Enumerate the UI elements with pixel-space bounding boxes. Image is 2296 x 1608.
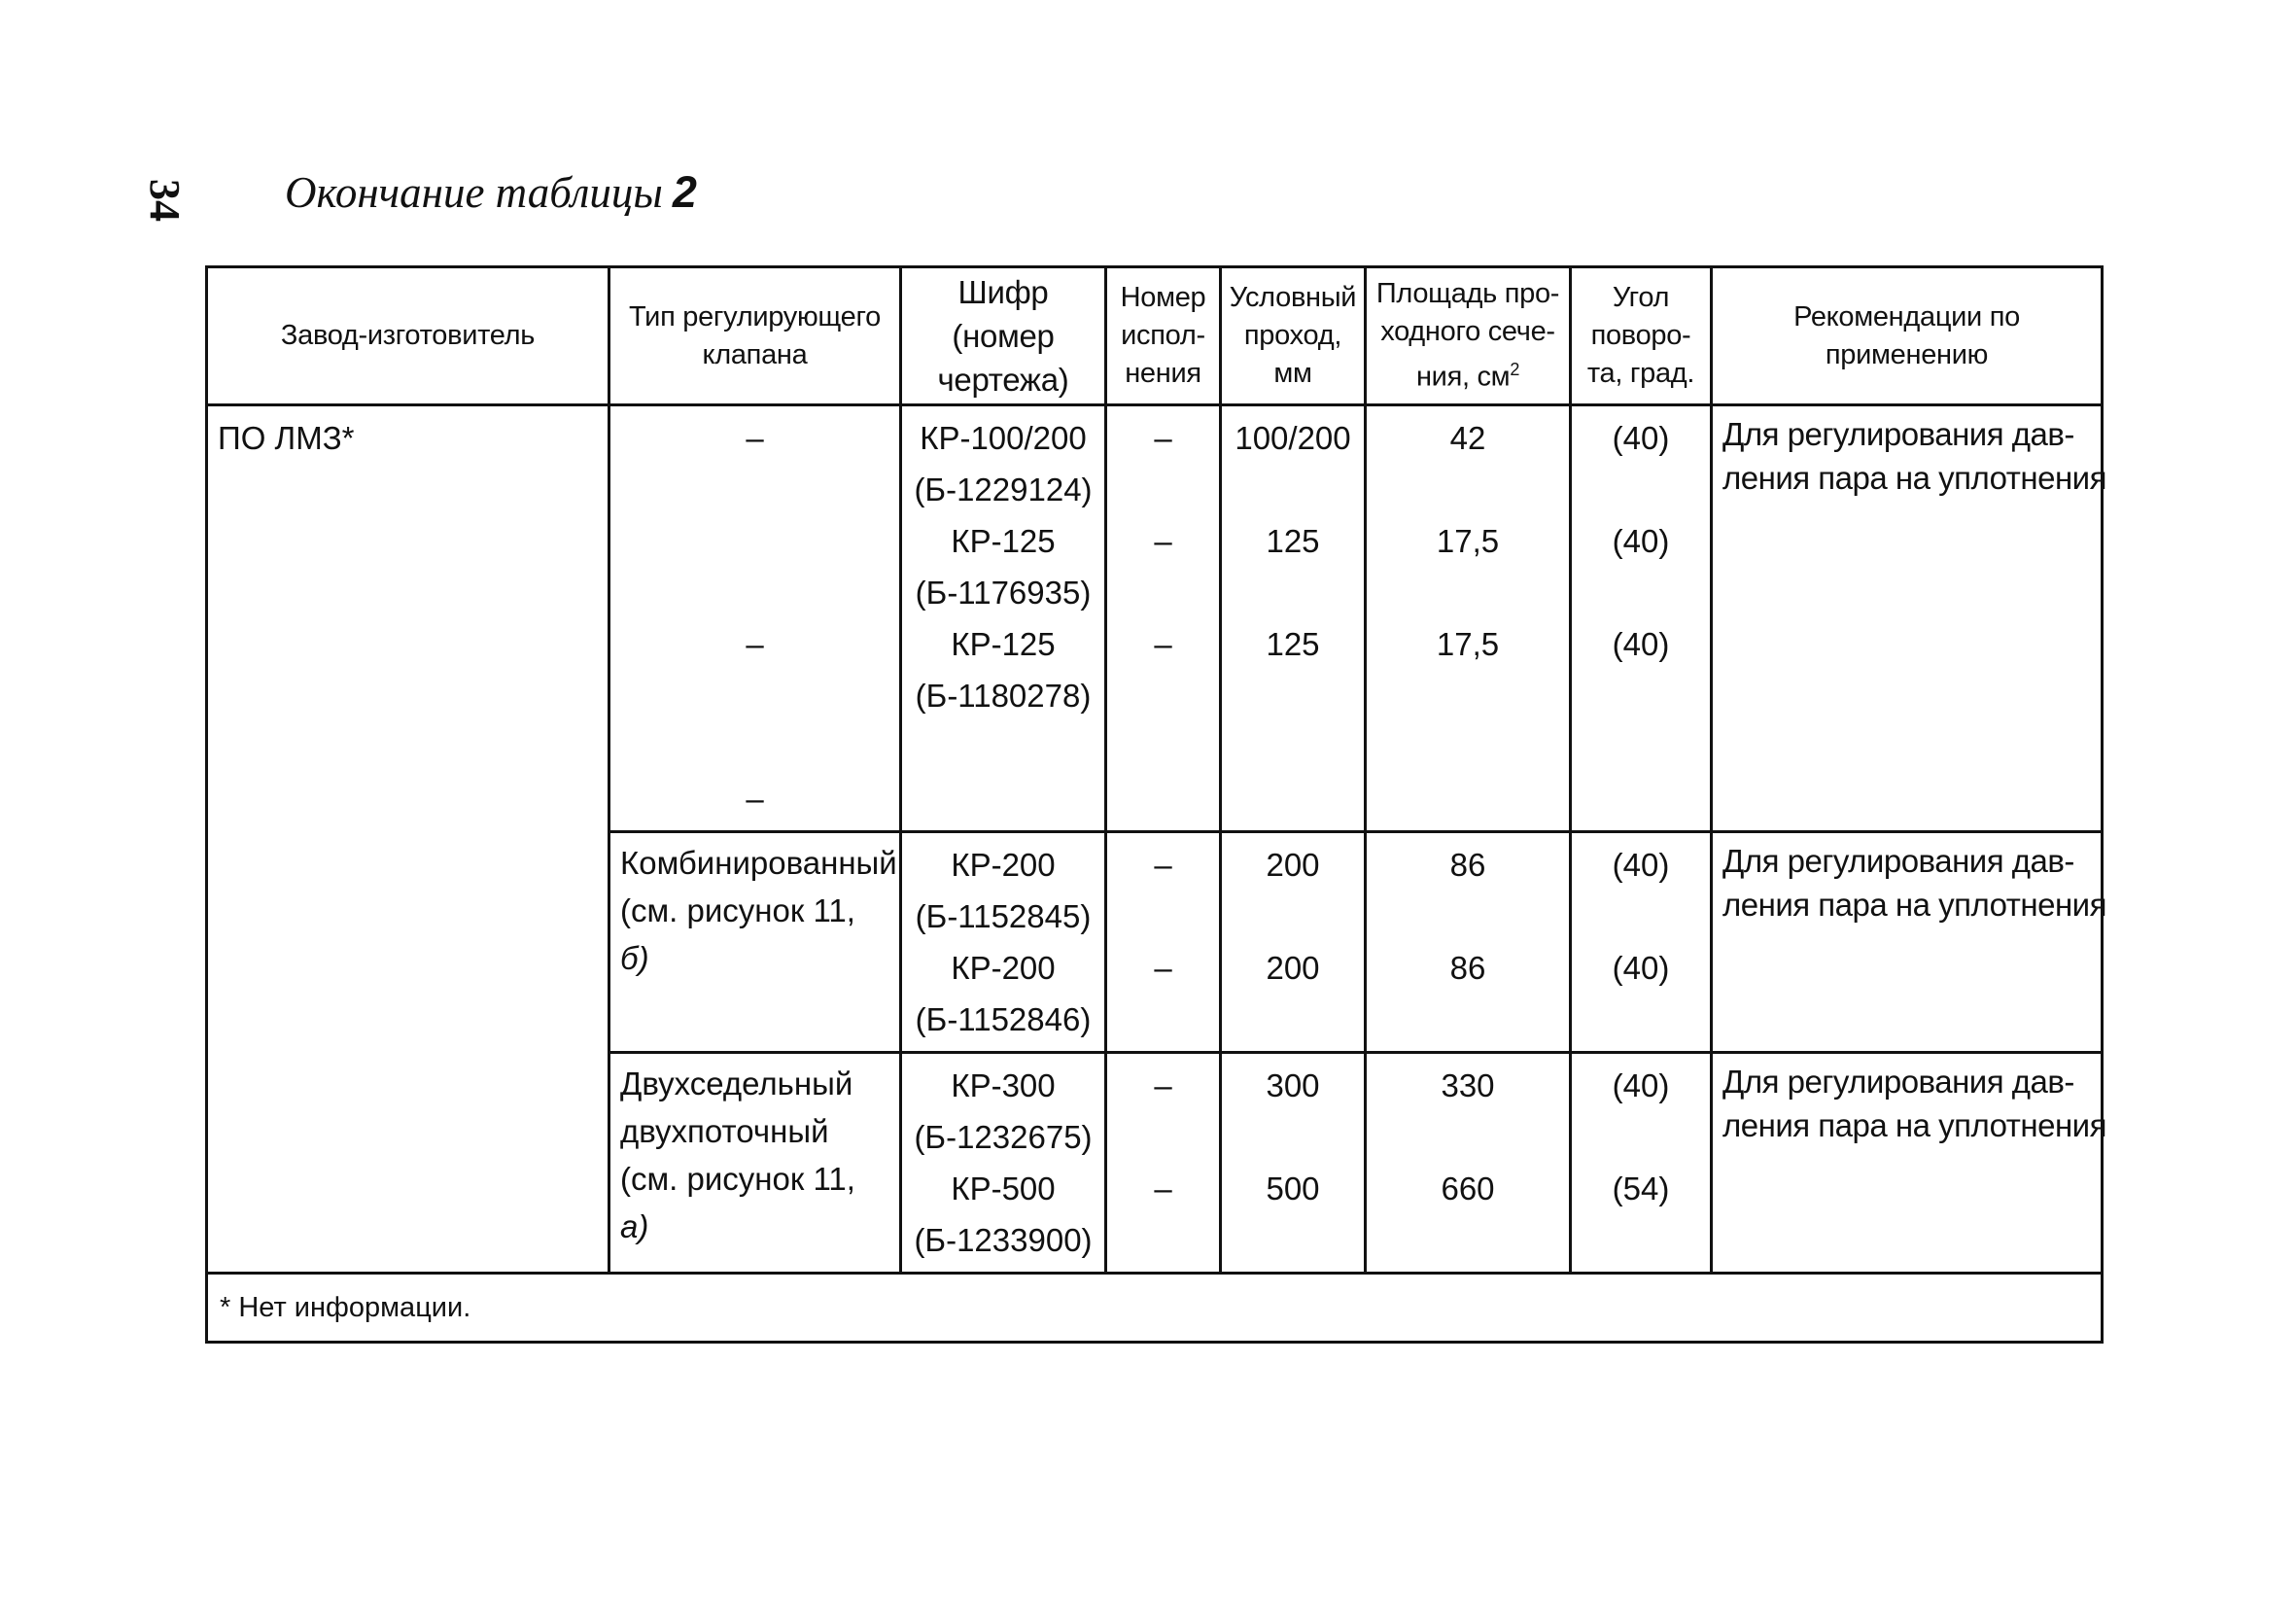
code-line: (Б-1152846) xyxy=(915,1001,1092,1037)
valve-type-line: б) xyxy=(620,940,649,976)
nominal-bore-cell xyxy=(1221,832,1366,1053)
recommendation-cell xyxy=(1712,1053,2106,1274)
flow-area-cell xyxy=(1366,832,1571,1053)
version-cell xyxy=(1106,405,1221,832)
code-line: (Б-1232675) xyxy=(914,1119,1093,1155)
nominal-bore-value: 125 xyxy=(1266,626,1320,662)
valve-type-line-spacer xyxy=(610,721,899,773)
version-value: – xyxy=(1154,626,1172,662)
header-rotation-angle: Угол поворо-та, град. xyxy=(1571,267,1712,405)
valve-type-cell xyxy=(609,1053,901,1274)
recommendation-cell xyxy=(1712,405,2106,832)
version-value: – xyxy=(1154,1171,1172,1206)
rotation-angle-value: (40) xyxy=(1612,420,1670,456)
flow-area-value: 86 xyxy=(1449,847,1486,883)
flow-area-value: 42 xyxy=(1449,420,1486,456)
header-recommendations: Рекомендации по применению xyxy=(1712,267,2103,405)
recommendation-line: Для регулирования дав- xyxy=(1722,1064,2074,1100)
flow-area-spacer xyxy=(1367,891,1569,942)
header-nominal-bore: Условный проход, мм xyxy=(1221,267,1366,405)
rotation-angle-spacer xyxy=(1572,567,1710,618)
rotation-angle-cell xyxy=(1571,832,1712,1053)
code-line: КР-100/200 xyxy=(920,420,1087,456)
valve-table xyxy=(205,265,2104,1344)
valve-type-line-spacer xyxy=(610,464,899,515)
flow-area-cell xyxy=(1366,405,1571,832)
recommendation-line: Для регулирования дав- xyxy=(1722,416,2074,452)
nominal-bore-spacer xyxy=(1222,891,1364,942)
valve-type-line: – xyxy=(746,420,764,456)
recommendation-cell xyxy=(1712,832,2106,1053)
manufacturer-cell xyxy=(207,405,609,1274)
recommendation-line: ления пара на уплотнения xyxy=(1722,1107,2106,1143)
nominal-bore-value: 200 xyxy=(1266,950,1320,986)
footnote-row xyxy=(207,1274,2103,1343)
rotation-angle-value: (40) xyxy=(1612,1067,1670,1103)
code-cell xyxy=(901,1053,1106,1274)
recommendation-line: ления пара на уплотнения xyxy=(1722,460,2106,496)
nominal-bore-value: 100/200 xyxy=(1235,420,1351,456)
valve-type-line: Комбинированный xyxy=(620,845,897,881)
header-row xyxy=(207,267,2103,405)
manufacturer-name: ПО ЛМЗ* xyxy=(218,420,355,456)
flow-area-spacer xyxy=(1367,464,1569,515)
version-value: – xyxy=(1154,420,1172,456)
rotation-angle-value: (40) xyxy=(1612,523,1670,559)
code-line: КР-300 xyxy=(951,1067,1056,1103)
rotation-angle-value: (54) xyxy=(1612,1171,1670,1206)
code-cell xyxy=(901,405,1106,832)
nominal-bore-value: 200 xyxy=(1266,847,1320,883)
rotation-angle-spacer xyxy=(1572,464,1710,515)
code-line: КР-200 xyxy=(951,847,1056,883)
rotation-angle-cell xyxy=(1571,1053,1712,1274)
nominal-bore-cell xyxy=(1221,405,1366,832)
version-cell xyxy=(1106,1053,1221,1274)
rotation-angle-value: (40) xyxy=(1612,950,1670,986)
code-line: КР-125 xyxy=(951,523,1056,559)
code-line: КР-200 xyxy=(951,950,1056,986)
flow-area-spacer xyxy=(1367,567,1569,618)
valve-type-line: Двухседельный xyxy=(620,1066,853,1101)
version-spacer xyxy=(1107,891,1219,942)
flow-area-cell xyxy=(1366,1053,1571,1274)
valve-type-line: – xyxy=(746,626,764,662)
header-version: Номер испол-нения xyxy=(1106,267,1221,405)
header-code: Шифр (номер чертежа) xyxy=(901,267,1106,405)
page-number: 34 xyxy=(141,179,190,222)
nominal-bore-spacer xyxy=(1222,464,1364,515)
rotation-angle-value: (40) xyxy=(1612,626,1670,662)
header-flow-area-text: Площадь про-ходного сече-ния, см xyxy=(1375,278,1560,393)
table-row xyxy=(207,405,2103,832)
footnote: * Нет информации. xyxy=(207,1274,2103,1343)
header-flow-area xyxy=(1366,267,1571,405)
code-line: (Б-1229124) xyxy=(914,472,1093,507)
flow-area-value: 660 xyxy=(1441,1171,1495,1206)
version-value: – xyxy=(1154,1067,1172,1103)
valve-type-line-spacer xyxy=(610,567,899,618)
nominal-bore-value: 300 xyxy=(1266,1067,1320,1103)
valve-type-line: двухпоточный xyxy=(620,1113,829,1149)
valve-type-cell xyxy=(609,405,901,832)
valve-type-line: – xyxy=(746,781,764,817)
version-spacer xyxy=(1107,1111,1219,1163)
nominal-bore-spacer xyxy=(1222,1111,1364,1163)
flow-area-value: 330 xyxy=(1441,1067,1495,1103)
version-value: – xyxy=(1154,847,1172,883)
valve-type-line: а) xyxy=(620,1208,649,1244)
valve-type-line: (см. рисунок 11, xyxy=(620,892,855,928)
header-manufacturer: Завод-изготовитель xyxy=(207,267,609,405)
rotation-angle-spacer xyxy=(1572,1111,1710,1163)
header-flow-area-superscript: 2 xyxy=(1510,360,1520,380)
flow-area-value: 86 xyxy=(1449,950,1486,986)
flow-area-spacer xyxy=(1367,1111,1569,1163)
code-line: КР-125 xyxy=(951,626,1056,662)
rotation-angle-cell xyxy=(1571,405,1712,832)
version-value: – xyxy=(1154,523,1172,559)
valve-type-line-spacer xyxy=(610,670,899,721)
table-caption xyxy=(285,165,697,220)
nominal-bore-value: 500 xyxy=(1266,1171,1320,1206)
rotation-angle-value: (40) xyxy=(1612,847,1670,883)
version-spacer xyxy=(1107,464,1219,515)
rotation-angle-spacer xyxy=(1572,891,1710,942)
version-spacer xyxy=(1107,567,1219,618)
flow-area-value: 17,5 xyxy=(1436,626,1500,662)
caption-text: Окончание таблицы xyxy=(285,168,663,217)
valve-type-line: (см. рисунок 11, xyxy=(620,1161,855,1197)
recommendation-line: Для регулирования дав- xyxy=(1722,843,2074,879)
code-line: (Б-1176935) xyxy=(915,575,1092,611)
header-valve-type: Тип регулирующего клапана xyxy=(609,267,901,405)
recommendation-line: ления пара на уплотнения xyxy=(1722,887,2106,923)
flow-area-value: 17,5 xyxy=(1436,523,1500,559)
valve-type-cell xyxy=(609,832,901,1053)
nominal-bore-cell xyxy=(1221,1053,1366,1274)
code-line: КР-500 xyxy=(951,1171,1056,1206)
code-line: (Б-1233900) xyxy=(914,1222,1093,1258)
version-cell xyxy=(1106,832,1221,1053)
code-cell xyxy=(901,832,1106,1053)
valve-type-line-spacer xyxy=(610,515,899,567)
nominal-bore-spacer xyxy=(1222,567,1364,618)
code-line: (Б-1152845) xyxy=(915,898,1092,934)
code-line: (Б-1180278) xyxy=(915,678,1092,714)
nominal-bore-value: 125 xyxy=(1266,523,1320,559)
caption-table-number: 2 xyxy=(672,167,697,217)
version-value: – xyxy=(1154,950,1172,986)
